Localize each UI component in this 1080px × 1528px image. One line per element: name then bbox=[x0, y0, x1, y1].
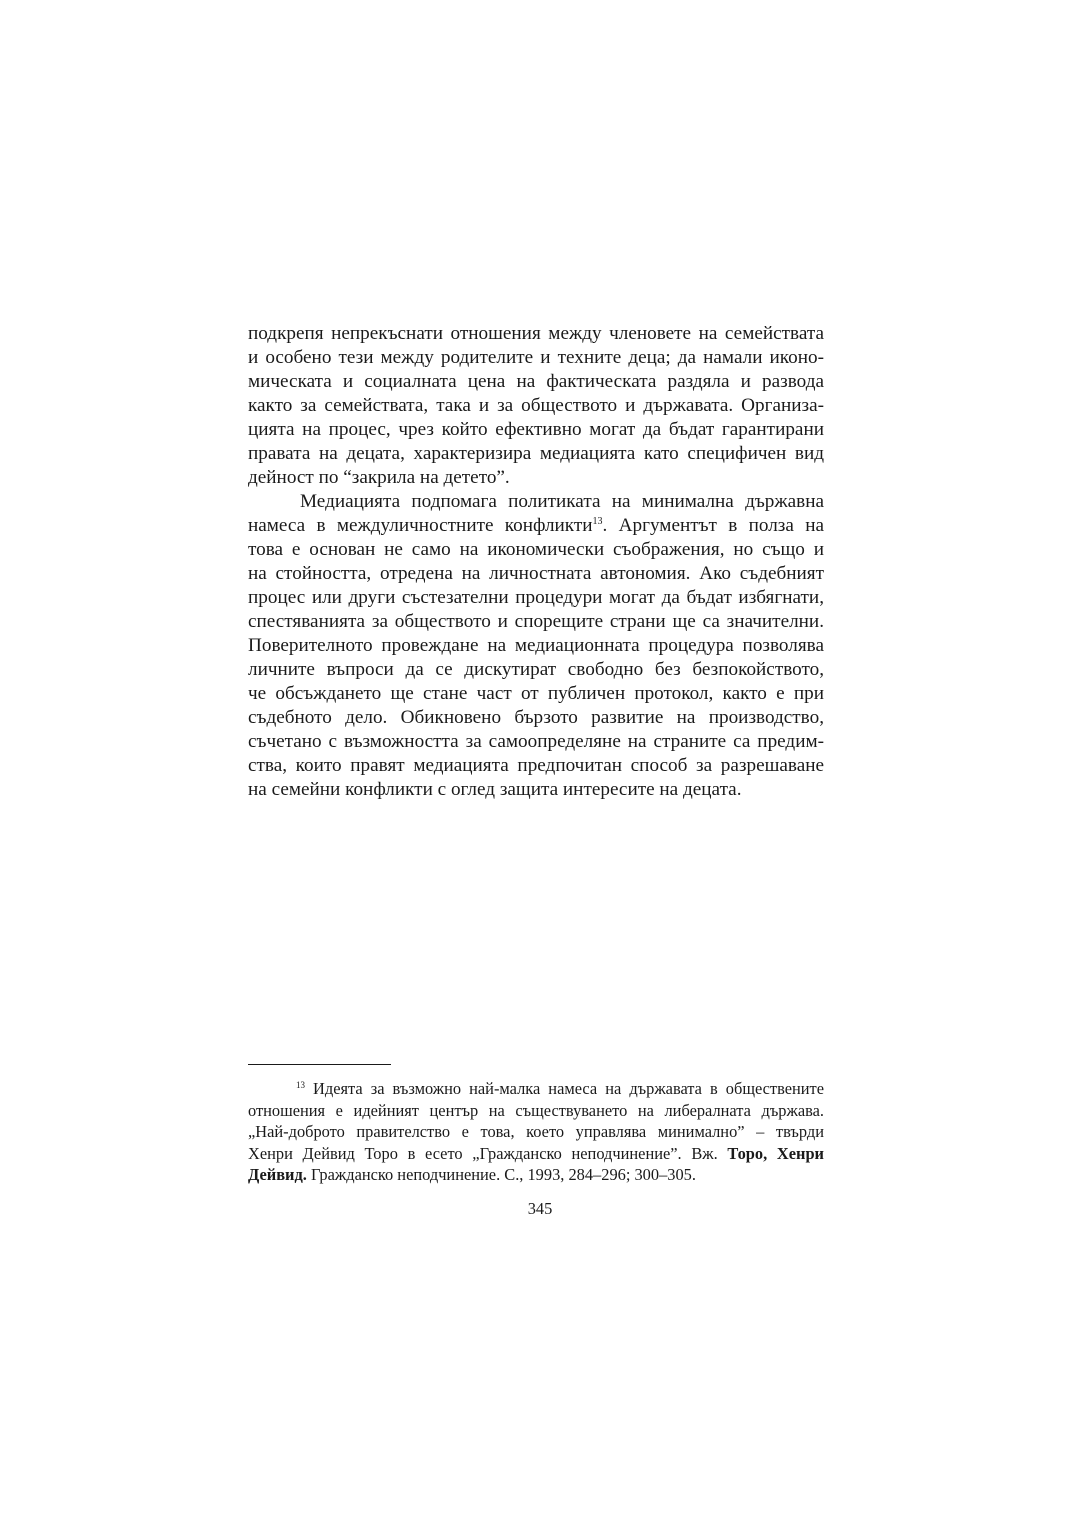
text-line: личните въпроси да се дискутират свободно без безпокойството, bbox=[248, 659, 824, 680]
text-line: и особено тези между родителите и техните деца; да намали иконо- bbox=[248, 347, 824, 368]
footnote-line: отношения е идейният център на съществуването на либералната държава. bbox=[248, 1100, 824, 1120]
text-line: мическата и социалната цена на фактическата раздяла и развода bbox=[248, 371, 824, 392]
text-line: съчетано с възможността за самоопределяне на страните са предим- bbox=[248, 731, 824, 752]
text-line: съдебното дело. Обикновено бързото развитие на производство, bbox=[248, 707, 824, 728]
text-line: това е основан не само на икономически съображения, но също и bbox=[248, 539, 824, 560]
text-fragment: Хенри Дейвид Торо в есето „Гражданско неподчинение”. Вж. bbox=[248, 1143, 728, 1163]
footnote-number: 13 bbox=[296, 1080, 305, 1090]
footnote-line bbox=[248, 1143, 824, 1165]
author-name: Торо, Хенри bbox=[727, 1143, 825, 1163]
footnote bbox=[248, 1078, 824, 1186]
text-fragment: намеса в междуличностните конфликти bbox=[248, 515, 593, 536]
text-line bbox=[248, 514, 824, 538]
text-fragment: Идеята за възможно най-малка намеса на държавата в обществените bbox=[305, 1079, 824, 1098]
author-name: Дейвид. bbox=[248, 1165, 307, 1184]
text-line: ства, които правят медиацията предпочитан способ за разрешаване bbox=[248, 755, 824, 776]
text-line: Поверителното провеждане на медиационната процедура позволява bbox=[248, 635, 824, 656]
text-line: на семейни конфликти с оглед защита интересите на децата. bbox=[248, 779, 742, 800]
footnote-line: „Най-доброто правителство е това, което управлява минимално” – твърди bbox=[248, 1122, 824, 1141]
footnote-reference[interactable]: 13 bbox=[592, 516, 603, 527]
text-line: правата на децата, характеризира медиацията като специфичен вид bbox=[248, 443, 824, 464]
text-line: на стойността, отредена на личностната автономия. Ако съдебният bbox=[248, 563, 824, 584]
text-line: цията на процес, чрез който ефективно могат да бъдат гарантирани bbox=[248, 419, 824, 440]
text-fragment: Гражданско неподчинение. С., 1993, 284–296; 300–305. bbox=[306, 1165, 696, 1184]
text-line: спестяванията за обществото и спорещите страни ще са значителни. bbox=[248, 611, 824, 632]
text-line: процес или други състезателни процедури могат да бъдат избягнати, bbox=[248, 587, 824, 608]
text-fragment: . Аргументът в полза на bbox=[602, 515, 824, 536]
text-line: подкрепя непрекъснати отношения между членовете на семействата bbox=[248, 323, 824, 344]
page-number: 345 bbox=[527, 1199, 553, 1218]
footnote-separator bbox=[248, 1064, 391, 1065]
footnote-line bbox=[248, 1078, 824, 1100]
text-line: дейност по “закрила на детето”. bbox=[248, 467, 510, 488]
body-text bbox=[248, 322, 824, 802]
text-line: Медиацията подпомага политиката на минимална държавна bbox=[300, 491, 824, 512]
text-line: че обсъждането ще стане част от публичен протокол, както е при bbox=[248, 683, 824, 704]
footnote-line bbox=[248, 1164, 824, 1186]
text-line: както за семействата, така и за обществото и държавата. Организа- bbox=[248, 395, 824, 416]
